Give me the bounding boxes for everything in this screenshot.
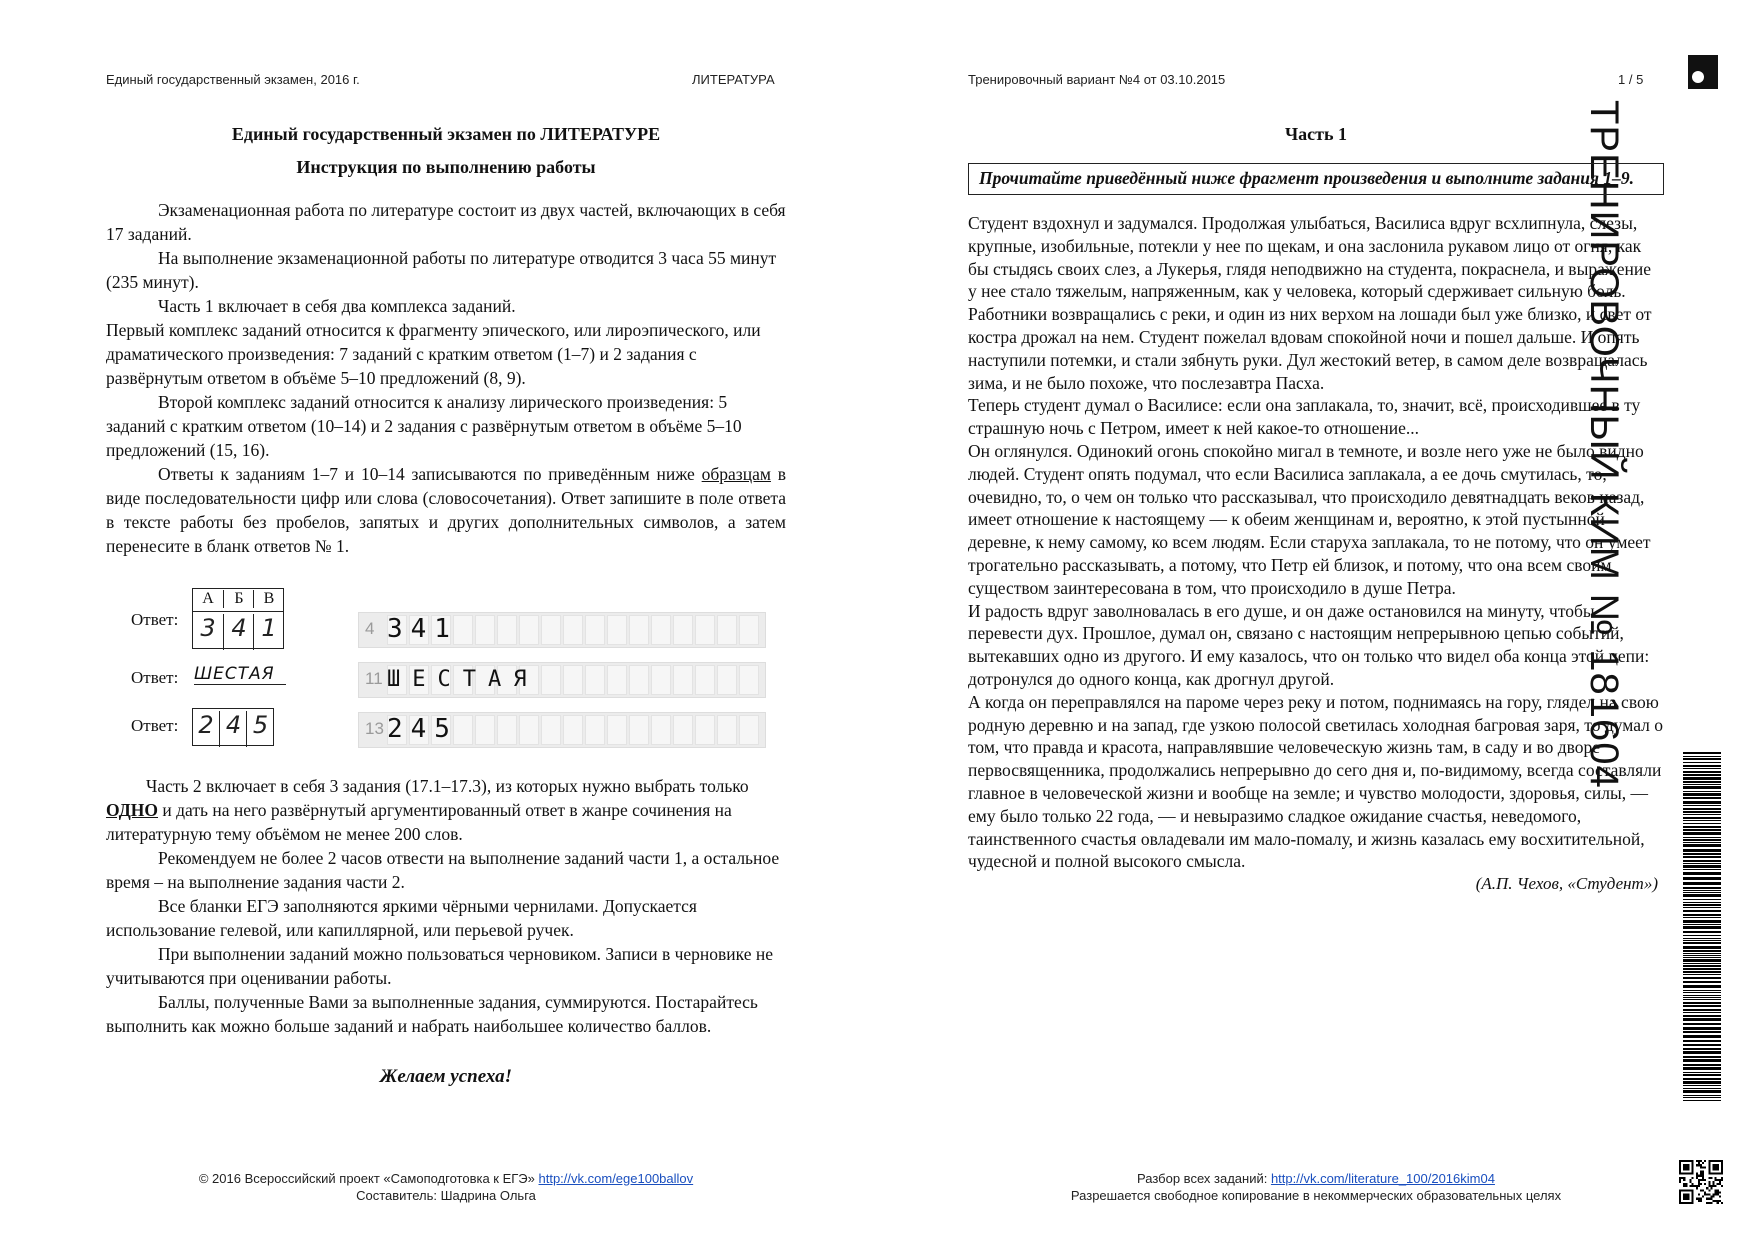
task-instruction-box: Прочитайте приведённый ниже фрагмент произведения и выполните задания 1–9. (968, 163, 1664, 195)
answer-label: Ответ: (131, 668, 179, 687)
barcode (1683, 752, 1721, 1102)
header-variant: Тренировочный вариант №4 от 03.10.2015 (968, 72, 1226, 87)
instructions-title: Инструкция по выполнению работы (296, 157, 596, 177)
header-cell-v: В (253, 590, 284, 608)
form-answer: ШЕСТАЯ (387, 667, 539, 692)
abc-answer-row (192, 611, 284, 649)
instructions-column (106, 124, 786, 1088)
fragment-paragraph: Работники возвращались с реки, и один из них верхом на лошади был уже близко, и свет от костра дрожал на нем. Студент пожелал вдовам спокойной ночи и пошел дальше. И опять наступили потемки, и стали зябнуть руки. Дул жестокий ветер, в самом деле возвращалась зима, и не было похоже, что послезавтра Пасха. (968, 304, 1652, 393)
handwritten-digit: 4 (223, 614, 254, 650)
good-luck-wish: Желаем успеха! (379, 1066, 513, 1087)
handwritten-digit: 4 (219, 711, 247, 747)
answer-form-field (358, 662, 766, 698)
handwritten-digit: 3 (200, 614, 216, 642)
vk-project-link[interactable]: http://vk.com/ege100ballov (538, 1171, 694, 1186)
instruction-paragraph: Экзаменационная работа по литературе состоит из двух частей, включающих в себя 17 заданий. (106, 200, 786, 244)
side-kim-title: ТРЕНИРОВОЧНЫЙ КИМ № 181604 (1582, 100, 1626, 789)
handwritten-digit: 1 (253, 614, 284, 650)
task-number: 4 (365, 619, 375, 638)
samples-link: образцам (701, 464, 771, 484)
header-exam-year: Единый государственный экзамен, 2016 г. (106, 72, 360, 87)
exam-title: Единый государственный экзамен по ЛИТЕРАТУРЕ (231, 124, 661, 144)
corner-marker (1688, 55, 1718, 89)
answer-label: Ответ: (131, 716, 179, 735)
task-number: 13 (365, 719, 384, 738)
instruction-paragraph-part2: Часть 2 включает в себя 3 задания (17.1–17.3), из которых нужно выбрать только ОДНО и дать на него развёрнутый аргументированный ответ в жанре сочинения на литературную тему объёмом не менее 200 слов. (106, 776, 749, 844)
instruction-paragraph: Второй комплекс заданий относится к анализу лирического произведения: 5 заданий с кратким ответом (10–14) и 2 задания с развёрнутым ответом в объёме 5–10 предложений (15, 16). (106, 392, 742, 460)
fragment-paragraph: И радость вдруг заволновалась в его душе, и он даже остановился на минуту, чтобы перевести дух. Прошлое, думал он, связано с настоящим непрерывною цепью событий, вытекавших одно из другого. И ему казалось, что он только что видел оба конца этой цепи: дотронулся до одного конца, как дрогнул другой. (968, 600, 1650, 689)
fragment-author: (А.П. Чехов, «Студент») (1475, 874, 1658, 894)
literary-fragment (968, 212, 1664, 873)
fragment-paragraph: Студент вздохнул и задумался. Продолжая улыбаться, Василиса вдруг всхлипнула, слезы, крупные, изобильные, потекли у нее по щекам, и она заслонила рукавом лицо от огня, как бы стыдясь своих слез, а Лукерья, глядя неподвижно на студента, покраснела, и выражение у нее стало тяжелым, напряженным, как у человека, который сдерживает сильную боль. (968, 213, 1651, 302)
footer-left: © 2016 Всероссийский проект «Самоподготовка к ЕГЭ» http://vk.com/ege100ballov Составитель: Шадрина Ольга (106, 1170, 786, 1204)
answer-label: Ответ: (131, 610, 179, 629)
header-cell-b: Б (223, 590, 254, 608)
page-number: 1 / 5 (1618, 72, 1644, 87)
part-title: Часть 1 (1284, 124, 1348, 144)
qr-code (1679, 1160, 1723, 1204)
task-number: 11 (365, 669, 383, 688)
copy-permission: Разрешается свободное копирование в некоммерческих образовательных целях (1070, 1188, 1562, 1203)
handwritten-word: ШЕСТАЯ (194, 664, 286, 685)
instruction-paragraph: Все бланки ЕГЭ заполняются яркими чёрными чернилами. Допускается использование гелевой, или капиллярной, или перьевой ручек. (106, 896, 697, 940)
text-column (968, 124, 1664, 895)
handwritten-digit: 5 (246, 711, 274, 747)
instruction-paragraph: При выполнении заданий можно пользоваться черновиком. Записи в черновике не учитываются при оценивании работы. (106, 944, 773, 988)
compiler-credit: Составитель: Шадрина Ольга (356, 1188, 536, 1203)
answer-form-field (358, 612, 766, 648)
footer-right: Разбор всех заданий: http://vk.com/literature_100/2016kim04 Разрешается свободное копирование в некоммерческих образовательных целях (968, 1170, 1664, 1204)
answer-form-field (358, 712, 766, 748)
digits-answer-row (192, 708, 274, 746)
answer-samples (106, 584, 786, 774)
instruction-paragraph: Первый комплекс заданий относится к фрагменту эпического, или лироэпического, или драматического произведения: 7 заданий с кратким ответом (1–7) и 2 задания с развёрнутым ответом в объёме 5–10 предложений (8, 9). (106, 320, 761, 388)
fragment-paragraph: Теперь студент думал о Василисе: если она заплакала, то, значит, всё, происходившее в ту страшную ночь с Петром, имеет к ней какое-то отношение... (968, 395, 1641, 439)
instruction-paragraph: На выполнение экзаменационной работы по литературе отводится 3 часа 55 минут (235 минут). (106, 248, 777, 292)
fragment-paragraph: Он оглянулся. Одинокий огонь спокойно мигал в темноте, и возле него уже не было видно людей. Студент опять подумал, что если Василиса заплакала, а ее дочь смутилась, то, очевидно, то, о чем он только что рассказывал, что происходило девятнадцать веков назад, имеет отношение к настоящему — к обеим женщинам и, вероятно, к этой пустынной деревне, к нему самому, ко всем людям. Если старуха заплакала, то не потому, что он умеет трогательно рассказывать, а потому, что Петр ей близок, и потому, что она всем своим существом заинтересована в том, что происходило в душе Петра. (968, 440, 1651, 598)
emphasis-one: ОДНО (106, 800, 159, 820)
instruction-paragraph: Рекомендуем не более 2 часов отвести на выполнение заданий части 1, а остальное время – на выполнение задания части 2. (106, 848, 780, 892)
handwritten-digit: 2 (198, 711, 214, 739)
instruction-paragraph: Часть 1 включает в себя два комплекса заданий. (158, 296, 516, 316)
tasks-analysis-link[interactable]: http://vk.com/literature_100/2016kim04 (1270, 1171, 1495, 1186)
instruction-paragraph: Баллы, полученные Вами за выполненные задания, суммируются. Постарайтесь выполнить как можно больше заданий и набрать наибольшее количество баллов. (106, 992, 758, 1036)
abc-header-row (192, 588, 284, 612)
instruction-paragraph-answers: Ответы к заданиям 1–7 и 10–14 записываются по приведённым ниже образцам в виде последовательности цифр или слова (словосочетания). Ответ запишите в поле ответа в тексте работы без пробелов, запятых и других дополнительных символов, а затем перенесите в бланк ответов № 1. (106, 464, 787, 556)
form-answer: 341 (387, 614, 458, 644)
fragment-paragraph: А когда он переправлялся на пароме через реку и потом, поднимаясь на гору, глядел на свою родную деревню и на запад, где узкою полосой светилась холодная багровая заря, то думал о том, что правда и красота, направлявшие человеческую жизнь там, в саду и во дворе первосвященника, продолжались непрерывно до сего дня и, по-видимому, всегда составляли главное в человеческой жизни и вообще на земле; и чувство молодости, здоровья, силы, — ему было только 22 года, — и невыразимо сладкое ожидание счастья, неведомого, таинственного счастья овладевали им мало-помалу, и жизнь казалась ему восхитительной, чудесной и полной высокого смысла. (968, 691, 1663, 872)
form-answer: 245 (387, 714, 458, 744)
header-subject: ЛИТЕРАТУРА (692, 72, 775, 87)
header-cell-a: А (202, 590, 214, 607)
